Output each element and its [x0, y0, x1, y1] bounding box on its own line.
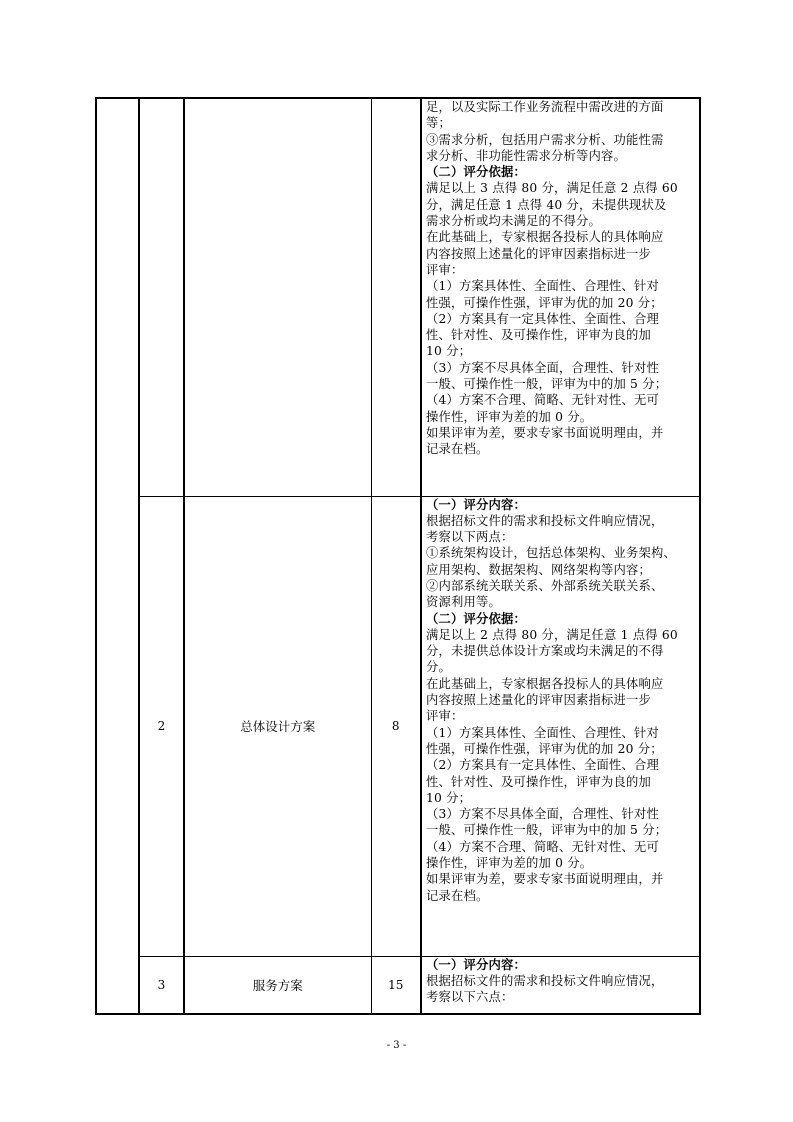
text-line: 记录在档。	[426, 442, 489, 457]
item-score-cell: 15	[371, 956, 421, 1014]
table-row	[96, 496, 700, 956]
text-line: 一般、可操作性一般，评审为中的加 5 分；	[426, 377, 668, 392]
scoring-content-cell	[421, 98, 700, 496]
text-line: 在此基础上，专家根据各投标人的具体响应	[426, 230, 664, 245]
section-heading: （二）评分依据：	[426, 164, 526, 180]
scoring-content-cell	[421, 956, 700, 1014]
text-line: 求分析、非功能性需求分析等内容。	[426, 148, 626, 163]
section-heading: （一）评分内容：	[426, 956, 526, 972]
text-line: 根据招标文件的需求和投标文件响应情况，	[426, 513, 664, 528]
text-line: 内容按照上述量化的评审因素指标进一步	[426, 246, 651, 261]
text-line: 考察以下两点：	[426, 530, 514, 545]
category-cell	[96, 98, 139, 1014]
section-heading: （二）评分依据：	[426, 610, 526, 626]
table-row	[96, 956, 700, 1014]
text-line: ②内部系统关联关系、外部系统关联关系、	[426, 578, 664, 593]
text-line: ③需求分析，包括用户需求分析、功能性需	[426, 132, 664, 147]
text-line: 分，满足任意 1 点得 40 分，未提供现状及	[426, 197, 667, 212]
text-line: （1）方案具体性、全面性、合理性、针对	[426, 725, 659, 740]
text-line: 分，未提供总体设计方案或均未满足的不得	[426, 644, 664, 659]
text-line: （2）方案具有一定具体性、全面性、合理	[426, 758, 659, 773]
text-line: 评审：	[426, 262, 464, 277]
text-line: 根据招标文件的需求和投标文件响应情况，	[426, 973, 664, 988]
text-line: （1）方案具体性、全面性、合理性、针对	[426, 279, 659, 294]
text-line: （3）方案不尽具体全面，合理性、针对性	[426, 360, 659, 375]
section-heading: （一）评分内容：	[426, 496, 526, 512]
text-line: 足，以及实际工作业务流程中需改进的方面	[426, 100, 664, 114]
text-line: 分。	[426, 660, 451, 675]
table-row	[96, 98, 700, 496]
text-line: 应用架构、数据架构、网络架构等内容；	[426, 562, 651, 577]
scoring-content-cell	[421, 496, 700, 956]
text-line: 满足以上 2 点得 80 分，满足任意 1 点得 60	[426, 627, 678, 642]
text-line: 在此基础上，专家根据各投标人的具体响应	[426, 676, 664, 691]
text-line: 需求分析或均未满足的不得分。	[426, 214, 601, 229]
text-line: （3）方案不尽具体全面，合理性、针对性	[426, 807, 659, 822]
row-index-cell: 2	[139, 496, 184, 956]
scoring-table	[95, 97, 701, 1015]
text-line: 10 分；	[426, 344, 472, 359]
text-line: 操作性，评审为差的加 0 分。	[426, 409, 593, 424]
item-score-cell: 8	[371, 496, 421, 956]
text-line: 如果评审为差，要求专家书面说明理由，并	[426, 425, 664, 440]
text-line: 评审：	[426, 709, 464, 724]
text-line: 10 分；	[426, 790, 472, 805]
item-score-cell	[371, 98, 421, 496]
text-line: 性、针对性、及可操作性，评审为良的加	[426, 328, 651, 343]
row-index-cell	[139, 98, 184, 496]
text-line: 操作性，评审为差的加 0 分。	[426, 856, 593, 871]
text-line: 性、针对性、及可操作性，评审为良的加	[426, 774, 651, 789]
item-name-cell: 服务方案	[184, 956, 371, 1014]
text-line: （4）方案不合理、简略、无针对性、无可	[426, 393, 659, 408]
text-line: 记录在档。	[426, 888, 489, 903]
text-line: 满足以上 3 点得 80 分，满足任意 2 点得 60	[426, 181, 678, 196]
text-line: 性强，可操作性强，评审为优的加 20 分；	[426, 741, 663, 756]
text-line: （2）方案具有一定具体性、全面性、合理	[426, 311, 659, 326]
text-line: 等；	[426, 116, 451, 131]
text-line: ①系统架构设计，包括总体架构、业务架构、	[426, 546, 676, 561]
item-name-cell: 总体设计方案	[184, 496, 371, 956]
text-line: （4）方案不合理、简略、无针对性、无可	[426, 839, 659, 854]
text-line: 考察以下六点：	[426, 990, 514, 1005]
item-name-cell	[184, 98, 371, 496]
row-index-cell: 3	[139, 956, 184, 1014]
text-line: 资源利用等。	[426, 595, 501, 610]
page-number: - 3 -	[386, 1040, 407, 1051]
text-line: 性强，可操作性强，评审为优的加 20 分；	[426, 295, 663, 310]
text-line: 一般、可操作性一般，评审为中的加 5 分；	[426, 823, 668, 838]
text-line: 如果评审为差，要求专家书面说明理由，并	[426, 872, 664, 887]
text-line: 内容按照上述量化的评审因素指标进一步	[426, 693, 651, 708]
